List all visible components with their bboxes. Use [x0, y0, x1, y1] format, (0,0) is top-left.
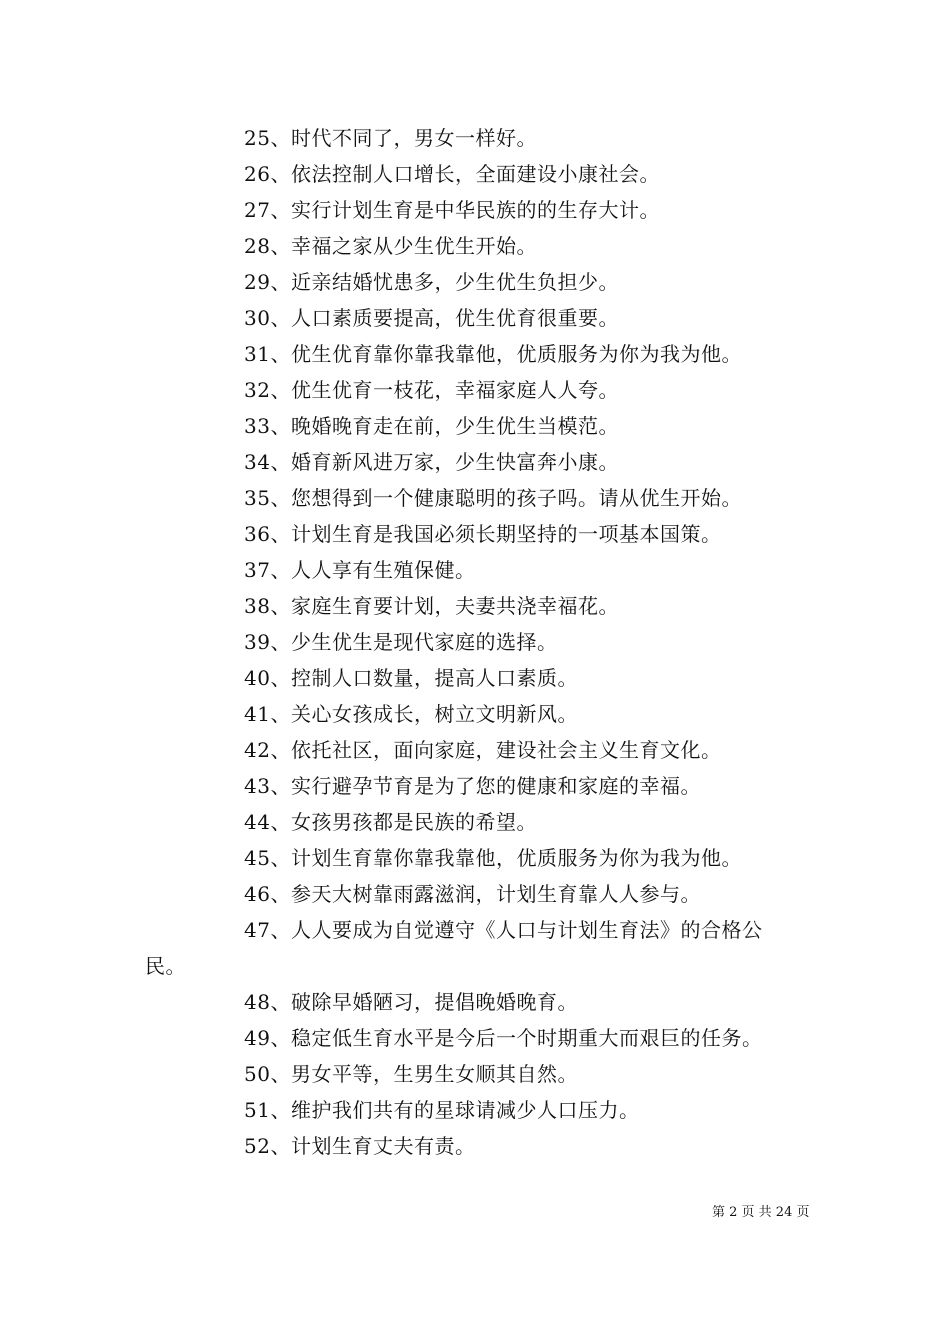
list-item: 50、男女平等，生男生女顺其自然。 [244, 1062, 578, 1086]
list-item: 40、控制人口数量，提高人口素质。 [244, 666, 578, 690]
list-item: 25、时代不同了，男女一样好。 [244, 126, 537, 150]
list-item: 29、近亲结婚忧患多，少生优生负担少。 [244, 270, 619, 294]
list-item: 48、破除早婚陋习，提倡晚婚晚育。 [244, 990, 578, 1014]
page-number-footer: 第 2 页 共 24 页 [712, 1205, 810, 1220]
list-item: 27、实行计划生育是中华民族的的生存大计。 [244, 198, 660, 222]
list-item: 43、实行避孕节育是为了您的健康和家庭的幸福。 [244, 774, 701, 798]
list-item: 52、计划生育丈夫有责。 [244, 1134, 476, 1158]
list-item: 36、计划生育是我国必须长期坚持的一项基本国策。 [244, 522, 722, 546]
list-item: 37、人人享有生殖保健。 [244, 558, 476, 582]
list-item: 42、依托社区，面向家庭，建设社会主义生育文化。 [244, 738, 722, 762]
list-item: 38、家庭生育要计划，夫妻共浇幸福花。 [244, 594, 619, 618]
list-item: 32、优生优育一枝花，幸福家庭人人夸。 [244, 378, 619, 402]
list-item: 31、优生优育靠你靠我靠他，优质服务为你为我为他。 [244, 342, 742, 366]
list-item: 44、女孩男孩都是民族的希望。 [244, 810, 537, 834]
list-item: 51、维护我们共有的星球请减少人口压力。 [244, 1098, 640, 1122]
list-item: 41、关心女孩成长，树立文明新风。 [244, 702, 578, 726]
list-item: 33、晚婚晚育走在前，少生优生当模范。 [244, 414, 619, 438]
list-item: 35、您想得到一个健康聪明的孩子吗。请从优生开始。 [244, 486, 742, 510]
list-item: 28、幸福之家从少生优生开始。 [244, 234, 537, 258]
slogan-list [145, 120, 835, 1164]
list-item: 34、婚育新风进万家，少生快富奔小康。 [244, 450, 619, 474]
list-item: 49、稳定低生育水平是今后一个时期重大而艰巨的任务。 [244, 1026, 763, 1050]
list-item: 26、依法控制人口增长，全面建设小康社会。 [244, 162, 660, 186]
list-item: 47、人人要成为自觉遵守《人口与计划生育法》的合格公 [244, 918, 763, 942]
list-item: 30、人口素质要提高，优生优育很重要。 [244, 306, 619, 330]
list-item: 46、参天大树靠雨露滋润，计划生育靠人人参与。 [244, 882, 701, 906]
list-item: 45、计划生育靠你靠我靠他，优质服务为你为我为他。 [244, 846, 742, 870]
list-item-continuation: 民。 [145, 954, 186, 978]
list-item: 39、少生优生是现代家庭的选择。 [244, 630, 558, 654]
